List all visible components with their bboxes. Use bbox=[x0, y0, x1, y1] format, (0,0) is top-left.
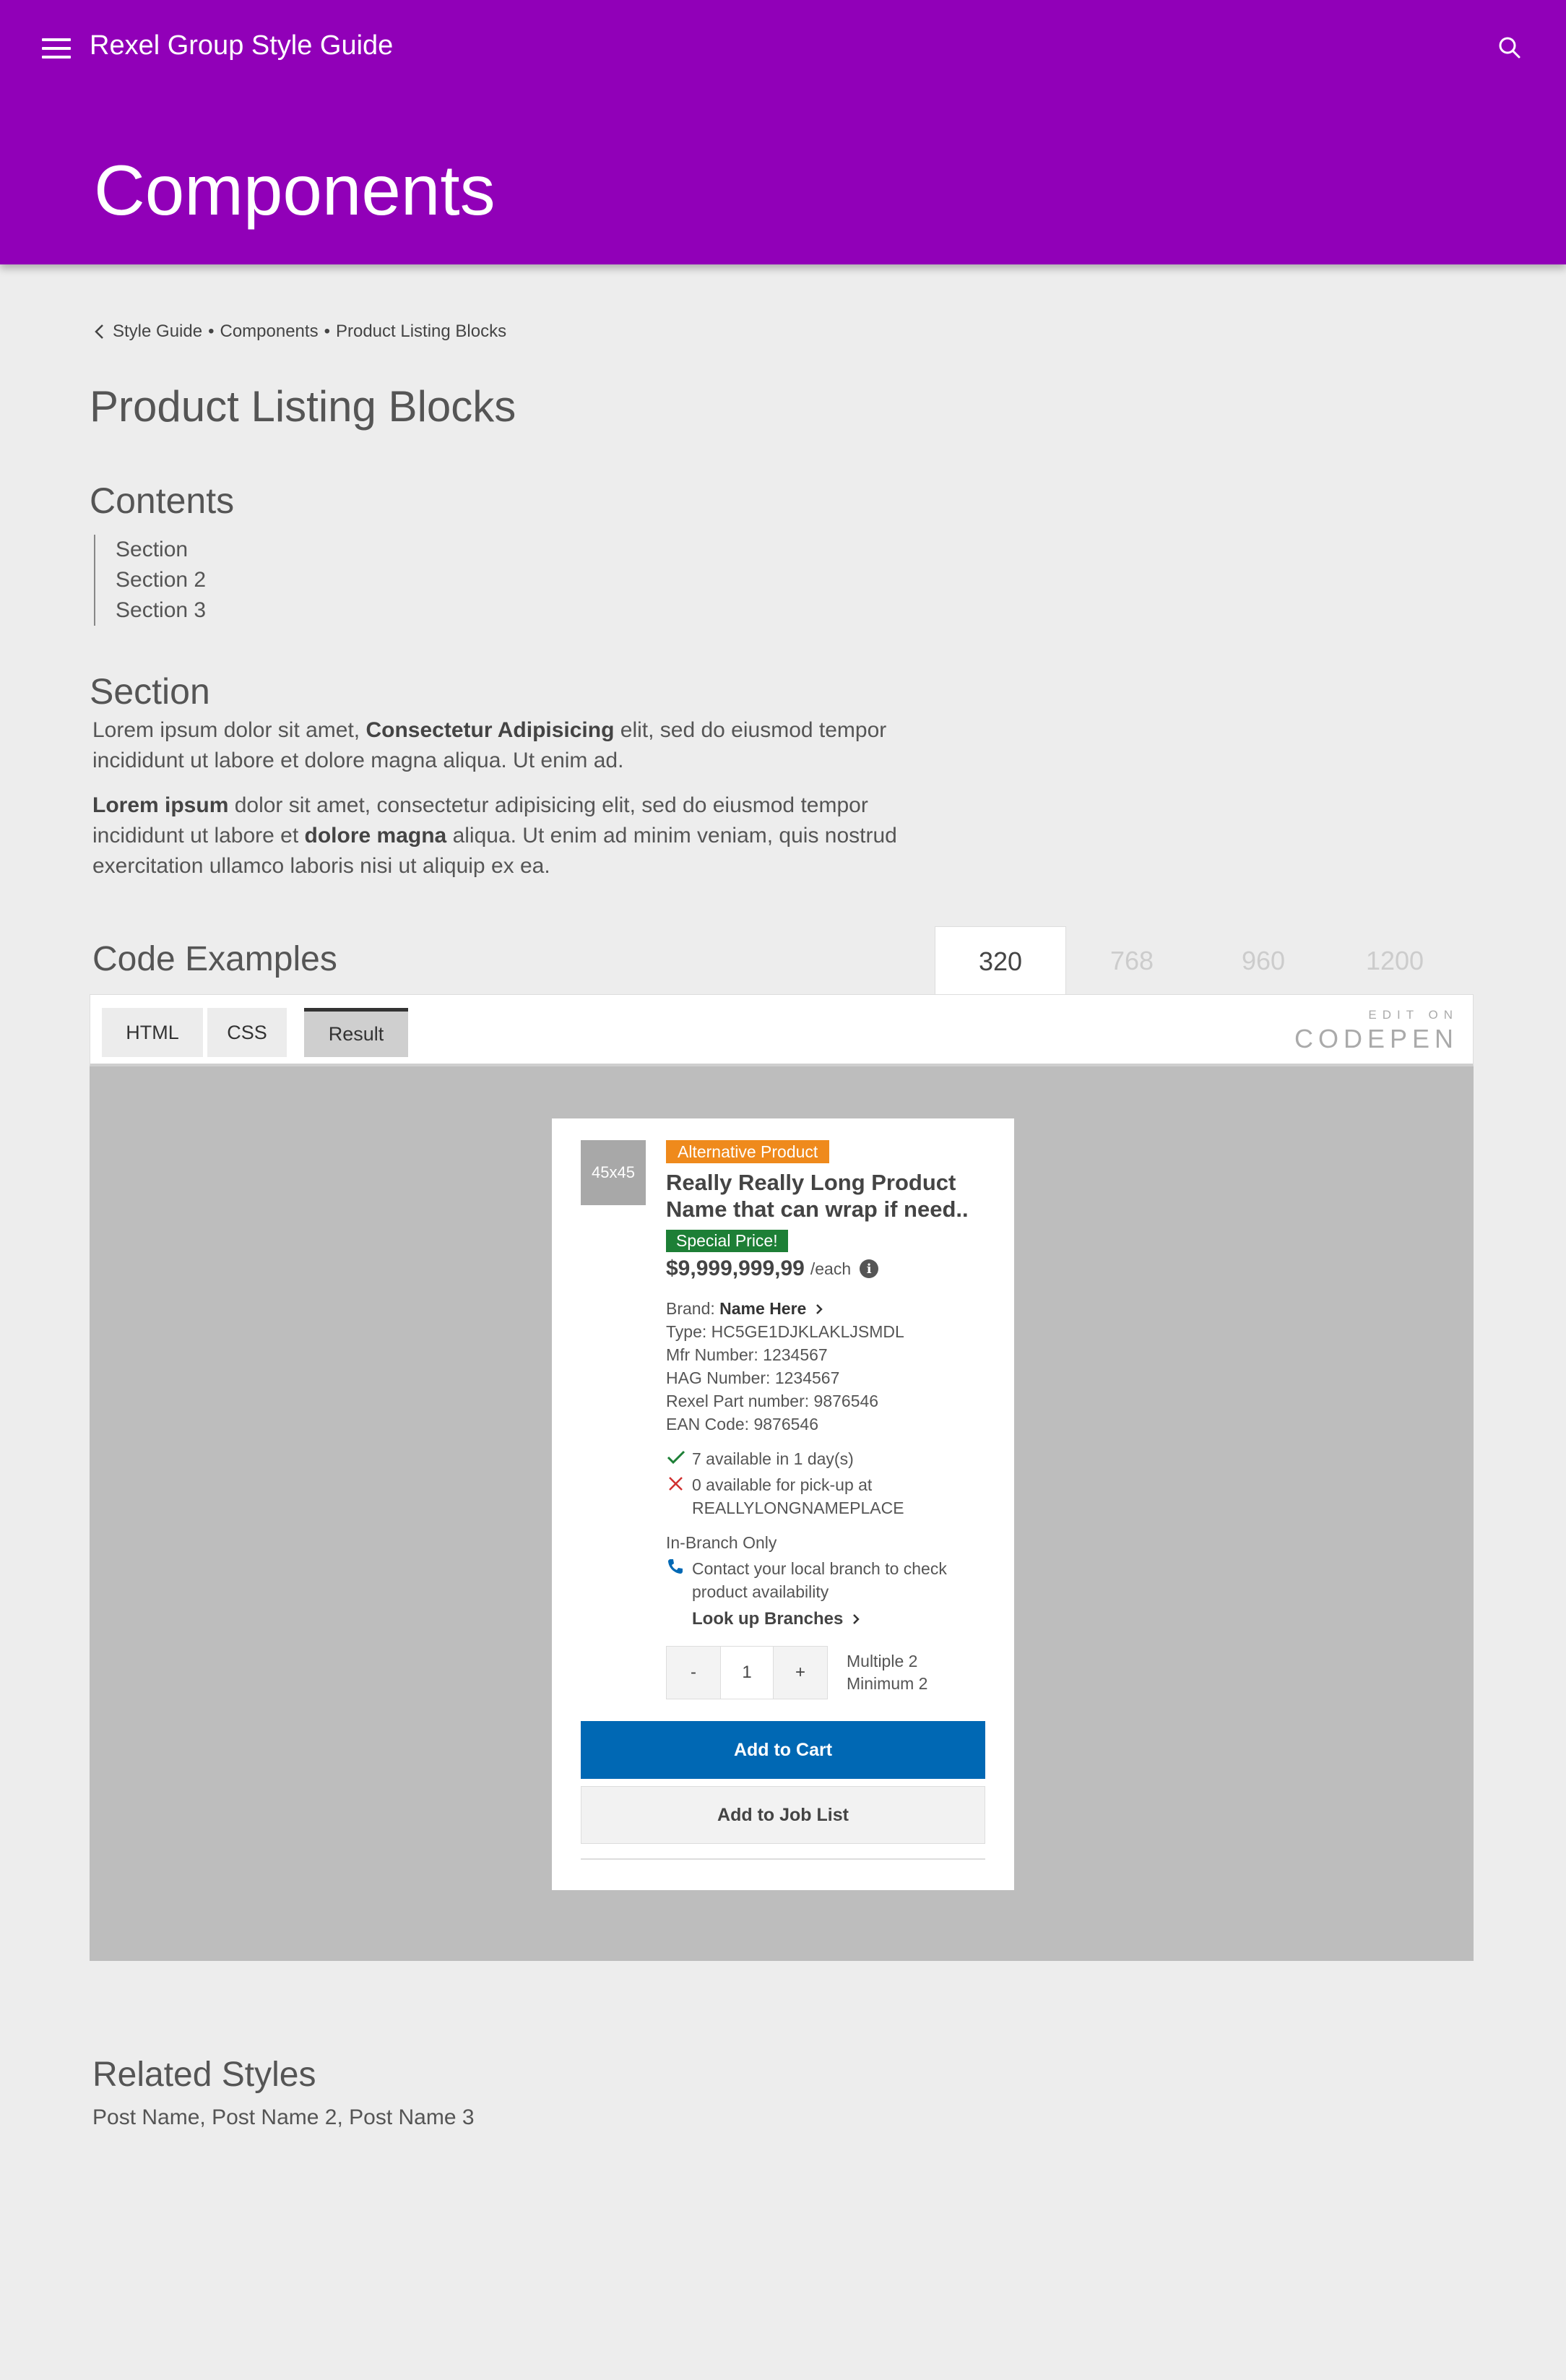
breadcrumb-components[interactable]: Components bbox=[220, 322, 319, 341]
product-thumbnail[interactable]: 45x45 bbox=[581, 1140, 646, 1205]
spec-brand: Brand: Name Here bbox=[666, 1297, 984, 1320]
add-to-cart-button[interactable]: Add to Cart bbox=[581, 1721, 985, 1779]
spec-mfr-number: Mfr Number: 1234567 bbox=[666, 1345, 828, 1364]
card-divider bbox=[581, 1858, 985, 1860]
breadcrumb-product-listing-blocks[interactable]: Product Listing Blocks bbox=[335, 322, 507, 341]
product-price: $9,999,999,99 bbox=[666, 1256, 805, 1280]
tab-html[interactable]: HTML bbox=[102, 1008, 203, 1057]
edit-on-codepen-link[interactable] bbox=[1294, 1008, 1458, 1054]
multiple-label: Multiple 2 bbox=[847, 1652, 918, 1670]
toc-link-section[interactable]: Section bbox=[116, 538, 189, 561]
hamburger-menu-icon[interactable] bbox=[42, 36, 72, 61]
spec-type: Type: HC5GE1DJKLAKLJSMDL bbox=[666, 1322, 904, 1341]
spec-rexel-part: Rexel Part number: 9876546 bbox=[666, 1392, 879, 1410]
chevron-left-icon[interactable] bbox=[92, 323, 107, 340]
related-styles-heading: Related Styles bbox=[92, 2056, 316, 2094]
related-link-post-name-3[interactable]: Post Name 3 bbox=[349, 2105, 475, 2129]
breadcrumb-separator: • bbox=[208, 322, 215, 341]
related-link-post-name[interactable]: Post Name bbox=[92, 2105, 200, 2129]
related-link-post-name-2[interactable]: Post Name 2 bbox=[212, 2105, 337, 2129]
contents-heading: Contents bbox=[90, 480, 235, 521]
brand-link[interactable]: Name Here bbox=[719, 1299, 807, 1318]
special-price-badge: Special Price! bbox=[666, 1230, 788, 1252]
tab-result[interactable]: Result bbox=[304, 1008, 408, 1057]
add-to-job-list-button[interactable]: Add to Job List bbox=[581, 1786, 985, 1844]
table-of-contents bbox=[94, 535, 206, 626]
product-name[interactable]: Really Really Long Product Name that can wrap if need.. bbox=[666, 1170, 969, 1222]
look-up-branches-link[interactable]: Look up Branches bbox=[692, 1608, 861, 1631]
spec-hag-number: HAG Number: 1234567 bbox=[666, 1368, 840, 1387]
breadcrumb bbox=[92, 322, 506, 342]
phone-icon bbox=[666, 1557, 692, 1603]
product-card bbox=[552, 1118, 1014, 1890]
cross-icon bbox=[666, 1473, 692, 1519]
in-branch-label: In-Branch Only bbox=[666, 1533, 777, 1552]
quantity-decrease-button[interactable]: - bbox=[667, 1647, 720, 1699]
breakpoint-tabs bbox=[935, 926, 1461, 996]
toc-link-section-2[interactable]: Section 2 bbox=[116, 568, 207, 592]
codepen-embed-bar bbox=[90, 994, 1474, 1066]
breakpoint-tab-768[interactable]: 768 bbox=[1109, 946, 1154, 975]
breakpoint-tab-960[interactable]: 960 bbox=[1241, 946, 1286, 975]
price-row bbox=[666, 1256, 984, 1281]
breadcrumb-separator: • bbox=[324, 322, 330, 341]
chevron-right-icon bbox=[851, 1613, 861, 1626]
codepen-logo: CODEPEN bbox=[1294, 1024, 1458, 1053]
alternative-product-badge: Alternative Product bbox=[666, 1140, 829, 1163]
info-icon[interactable]: i bbox=[860, 1259, 878, 1278]
quantity-stepper bbox=[666, 1646, 828, 1699]
in-branch-block bbox=[666, 1531, 984, 1631]
related-links: Post Name, Post Name 2, Post Name 3 bbox=[92, 2105, 475, 2129]
codepen-edit-label: EDIT ON bbox=[1368, 1008, 1458, 1022]
contact-row: Contact your local branch to check product availability bbox=[666, 1557, 984, 1603]
availability-delivery: 7 available in 1 day(s) bbox=[666, 1447, 984, 1473]
quantity-rules bbox=[847, 1650, 927, 1695]
breakpoint-tab-1200[interactable]: 1200 bbox=[1365, 946, 1424, 975]
page-heading: Components bbox=[94, 150, 496, 230]
result-preview bbox=[90, 1066, 1474, 1961]
site-title[interactable]: Rexel Group Style Guide bbox=[90, 30, 394, 61]
tab-css[interactable]: CSS bbox=[207, 1008, 287, 1057]
product-specs bbox=[666, 1297, 984, 1436]
availability bbox=[666, 1447, 984, 1519]
check-icon bbox=[666, 1447, 692, 1473]
availability-pickup: 0 available for pick-up at REALLYLONGNAMEPLACE bbox=[666, 1473, 984, 1519]
product-info bbox=[666, 1140, 984, 1631]
quantity-increase-button[interactable]: + bbox=[774, 1647, 827, 1699]
quantity-row bbox=[666, 1646, 927, 1699]
page-title: Product Listing Blocks bbox=[90, 382, 516, 431]
toc-link-section-3[interactable]: Section 3 bbox=[116, 598, 207, 622]
breakpoint-tab-320[interactable]: 320 bbox=[935, 926, 1066, 996]
breadcrumb-style-guide[interactable]: Style Guide bbox=[113, 322, 203, 341]
search-icon[interactable] bbox=[1495, 33, 1524, 62]
chevron-right-icon bbox=[814, 1303, 824, 1316]
code-examples-heading: Code Examples bbox=[92, 940, 337, 978]
spec-ean-code: EAN Code: 9876546 bbox=[666, 1415, 818, 1433]
quantity-input[interactable]: 1 bbox=[720, 1647, 774, 1699]
price-unit: /each bbox=[810, 1259, 852, 1278]
site-header bbox=[0, 0, 1566, 264]
section-paragraph-2: Lorem ipsum dolor sit amet, consectetur adipisicing elit, sed do eiusmod tempor incididunt ut labore et dolore magna aliqua. Ut enim ad minim veniam, quis nostrud exercitation ullamco laboris nisi ut aliquip ex ea. bbox=[92, 793, 897, 878]
minimum-label: Minimum 2 bbox=[847, 1674, 928, 1693]
section-heading: Section bbox=[90, 671, 210, 712]
section-paragraph-1: Lorem ipsum dolor sit amet, Consectetur Adipisicing elit, sed do eiusmod tempor incididunt ut labore et dolore magna aliqua. Ut enim ad. bbox=[92, 718, 887, 772]
